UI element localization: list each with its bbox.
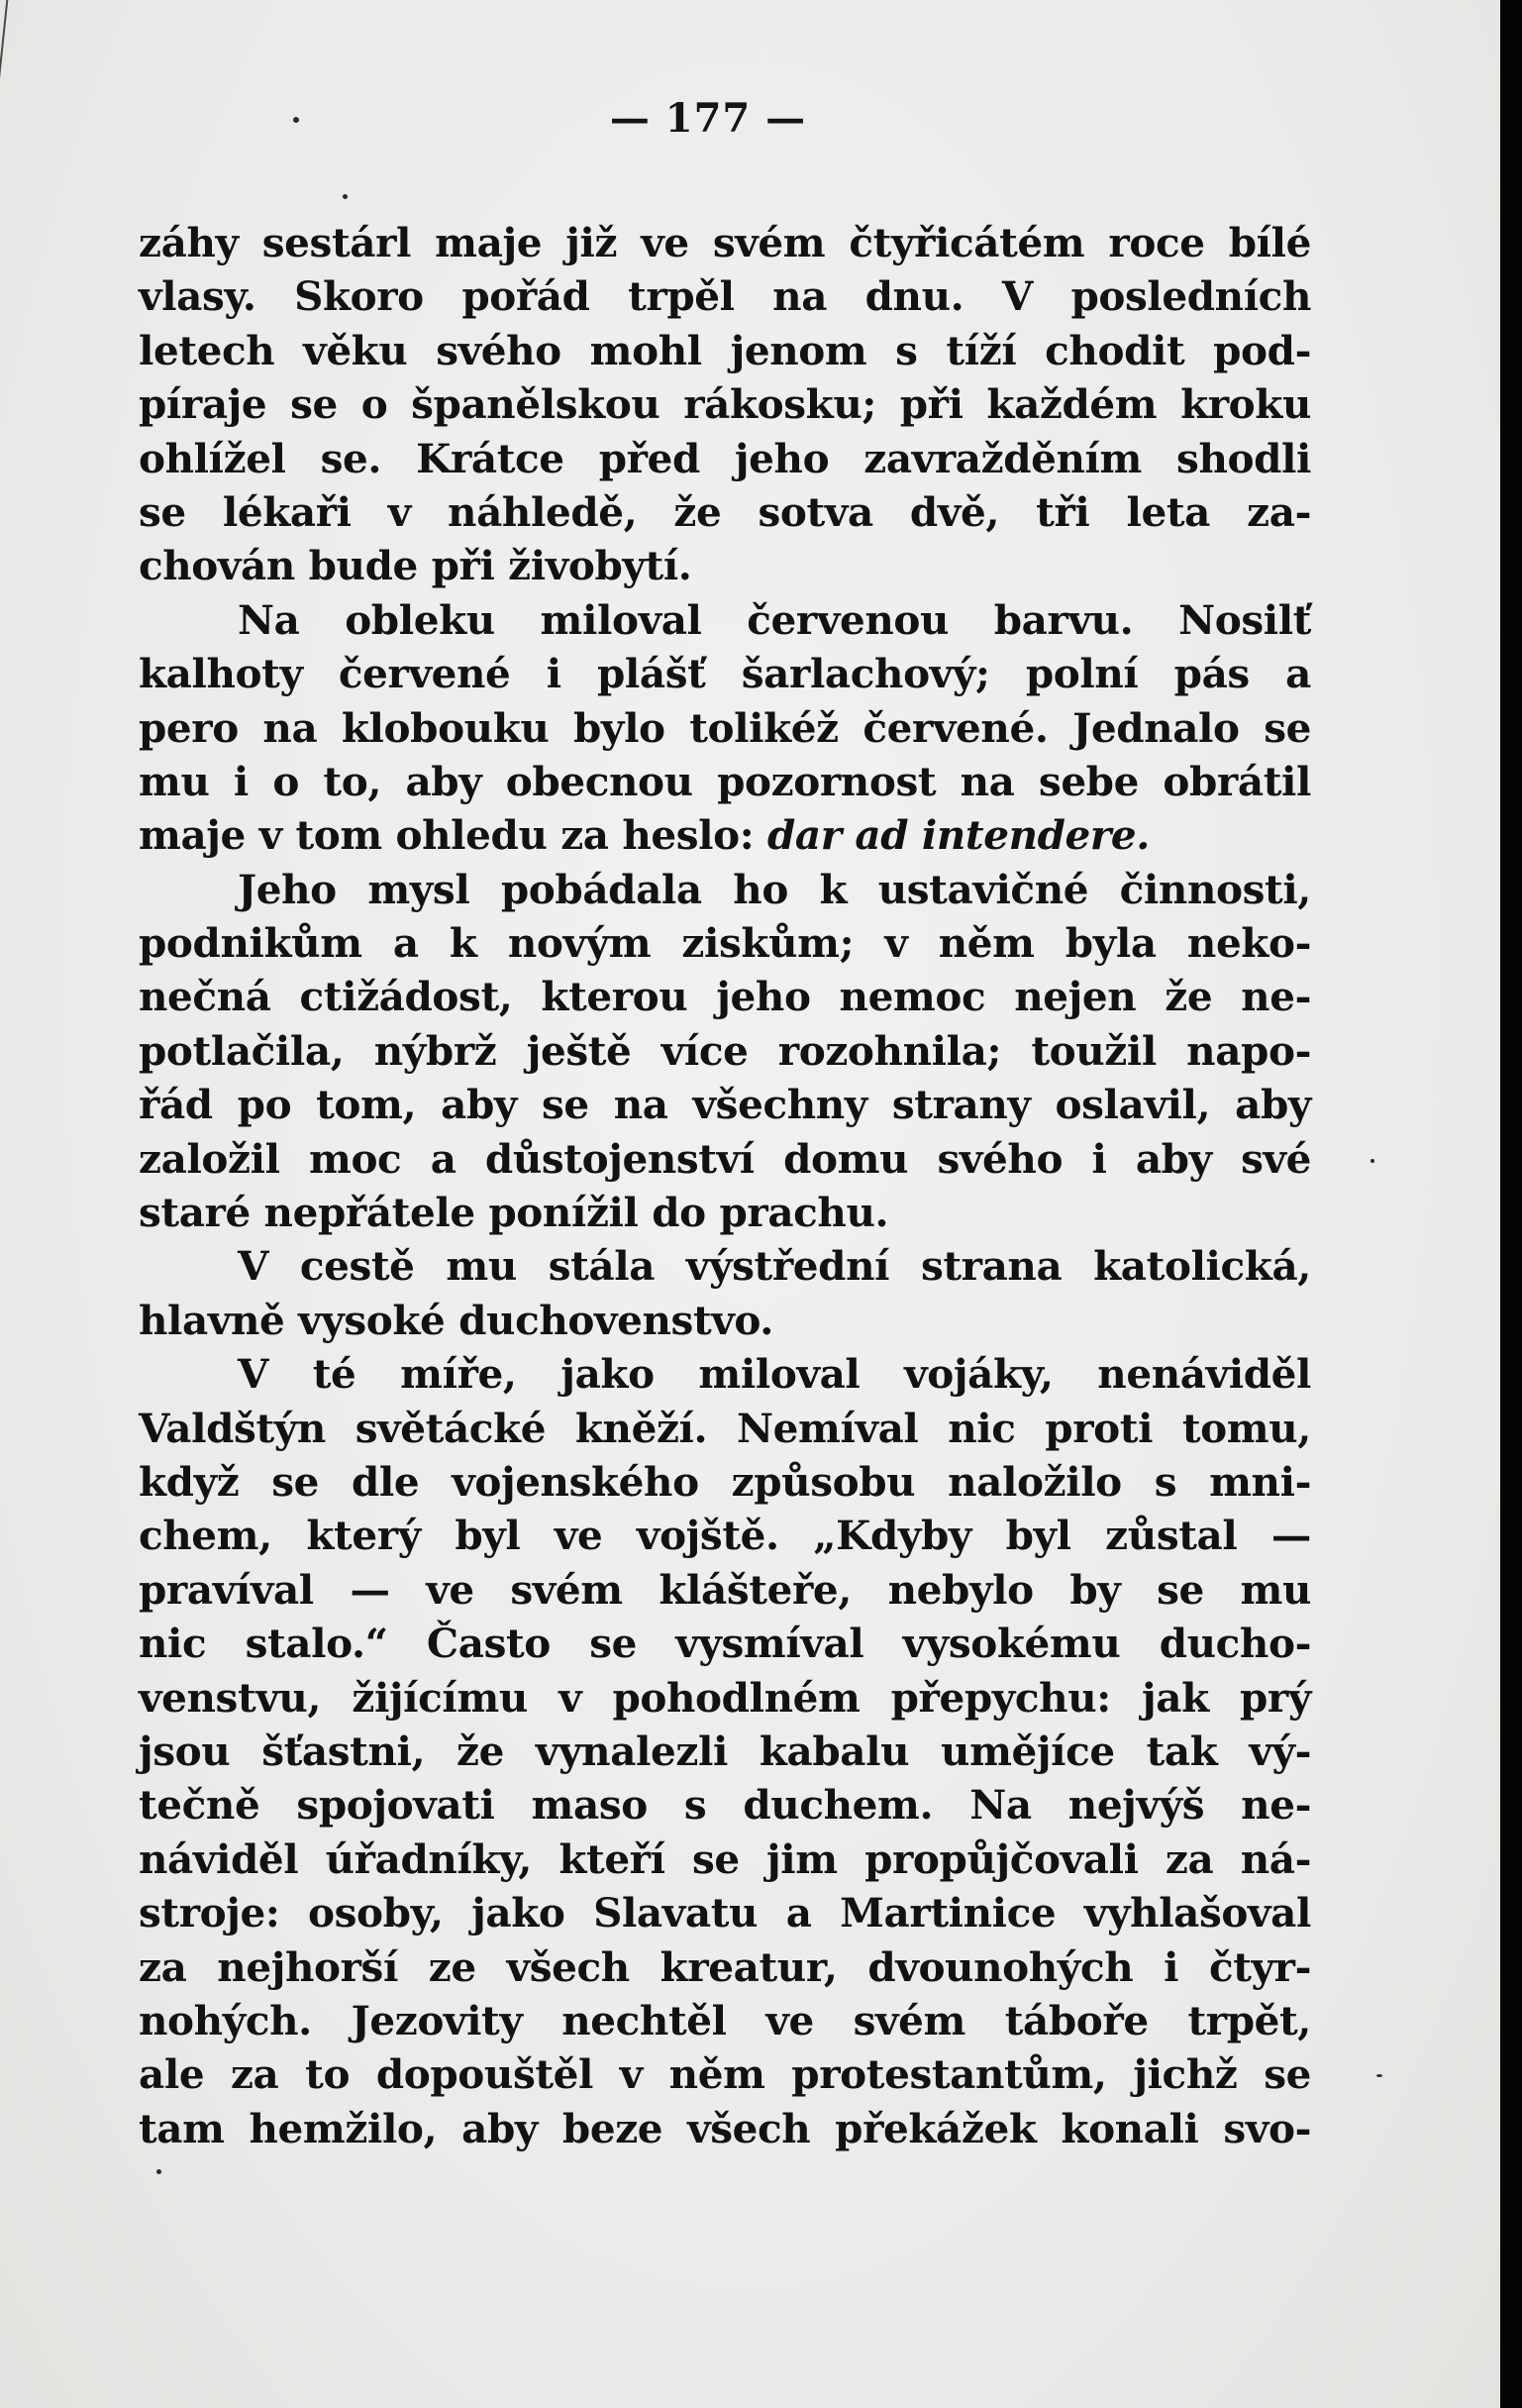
ink-speck [156,2169,161,2174]
text-line-content: kalhoty červené i plášť šarlachový; polní pás a [139,650,1311,698]
text-line-content: venstvu, žijícímu v pohodlném přepychu: jak prý [139,1673,1311,1722]
text-line-content: nečná ctižádost, kterou jeho nemoc nejen že ne- [139,973,1311,1021]
text-line-content: pero na klobouku bylo tolikéž červené. Jednalo se [139,703,1311,752]
text-line-content: V cestě mu stála výstřední strana katolická, [238,1242,1311,1291]
text-line-content: se lékaři v náhledě, že sotva dvě, tři leta za- [139,487,1311,536]
text-line [139,1725,1311,1778]
text-line [139,1886,1311,1939]
text-line-content: když se dle vojenského způsobu naložilo s mni- [139,1457,1311,1506]
text-line-content: pravíval — ve svém klášteře, nebylo by se mu [139,1565,1311,1614]
text-line [139,269,1311,323]
text-line-content: jsou šťastni, že vynalezli kabalu umějíce tak vý- [139,1727,1311,1775]
text-line-content: tečně spojovati maso s duchem. Na nejvýš ne- [139,1781,1311,1830]
text-line [139,1832,1311,1886]
text-line [139,1024,1311,1078]
text-line-content: ohlížel se. Krátce před jeho zavražděním shodli [139,434,1311,482]
text-line [139,1078,1311,1131]
text-line [139,1186,1311,1239]
text-line-content: podnikům a k novým ziskům; v něm byla neko- [139,919,1311,968]
text-line [139,1671,1311,1725]
ink-speck [293,117,299,123]
text-line-content: letech věku svého mohl jenom s tíží chodit pod- [139,326,1311,374]
text-line [139,1778,1311,1832]
text-line-content: Valdštýn světácké kněží. Nemíval nic proti tomu, [139,1404,1311,1452]
text-line [139,755,1311,808]
text-line [139,970,1311,1023]
text-line-content: tam hemžilo, aby beze všech překážek konali svo- [139,2104,1311,2152]
text-line [139,2047,1311,2101]
text-line-content: založil moc a důstojenství domu svého i aby své [139,1134,1311,1183]
text-line-content: staré nepřátele ponížil do prachu. [139,1189,889,1237]
text-line [139,1347,1311,1401]
text-line-content: vlasy. Skoro pořád trpěl na dnu. V posledních [139,272,1311,321]
text-line [139,539,1311,592]
text-line-content: V té míře, jako miloval vojáky, nenáviděl [238,1350,1311,1399]
text-line-content: záhy sestárl maje již ve svém čtyřicátém roce bílé [139,219,1311,266]
text-line-content: za nejhorší ze všech kreatur, dvounohých i čtyr- [139,1942,1311,1991]
text-line [139,593,1311,647]
text-line [139,1940,1311,1994]
text-line-content: potlačila, nýbrž ještě více rozohnila; toužil napo- [139,1026,1311,1075]
book-spine-shadow [1500,0,1522,2408]
text-line-content: nohých. Jezovity nechtěl ve svém táboře trpět, [139,1996,1311,2044]
page-number: — 177 — [609,95,807,142]
text-line-content: chem, který byl ve vojště. „Kdyby byl zůstal — [139,1512,1311,1560]
text-line [139,1563,1311,1617]
text-line-content: mu i o to, aby obecnou pozornost na sebe obrátil [139,757,1311,805]
text-line [139,1455,1311,1509]
ink-speck [343,194,348,199]
text-line-content: ale za to dopouštěl v něm protestantům, jichž se [139,2050,1311,2099]
text-line [139,432,1311,485]
text-line-content: maje v tom ohledu za heslo: [139,811,755,860]
text-line [139,1239,1311,1293]
text-line-content: Jeho mysl pobádala ho k ustavičné činnosti, [238,865,1311,913]
text-line [139,2102,1311,2155]
text-line [139,1294,1311,1347]
text-line [139,701,1311,755]
text-line [139,863,1311,916]
text-line-content: hlavně vysoké duchovenstvo. [139,1296,773,1344]
text-line [139,1402,1311,1455]
text-line-content: chován bude při živobytí. [139,542,692,590]
text-line [139,377,1311,431]
text-line-content: stroje: osoby, jako Slavatu a Martinice vyhlašoval [139,1889,1311,1937]
text-line [139,1509,1311,1562]
text-line [139,1994,1311,2047]
text-line [139,647,1311,700]
text-line [139,485,1311,539]
italic-phrase: dar ad intendere. [767,811,1150,860]
ink-speck [1376,2074,1382,2077]
text-line-content: Na obleku miloval červenou barvu. Nosilť [238,595,1311,644]
body-text [139,216,1311,2155]
text-line [139,216,1311,269]
text-line-content: řád po tom, aby se na všechny strany oslavil, aby [139,1081,1311,1129]
text-line-content: náviděl úřadníky, kteří se jim propůjčovali za ná- [139,1834,1311,1883]
text-line [139,1617,1311,1670]
ink-speck [1370,1159,1374,1163]
text-line [139,324,1311,377]
text-line [139,916,1311,970]
text-line-content: nic stalo.“ Často se vysmíval vysokému ducho- [139,1620,1311,1668]
text-line [139,1132,1311,1186]
text-line-content: píraje se o španělskou rákosku; při každém kroku [139,380,1311,429]
text-line [139,808,1311,862]
